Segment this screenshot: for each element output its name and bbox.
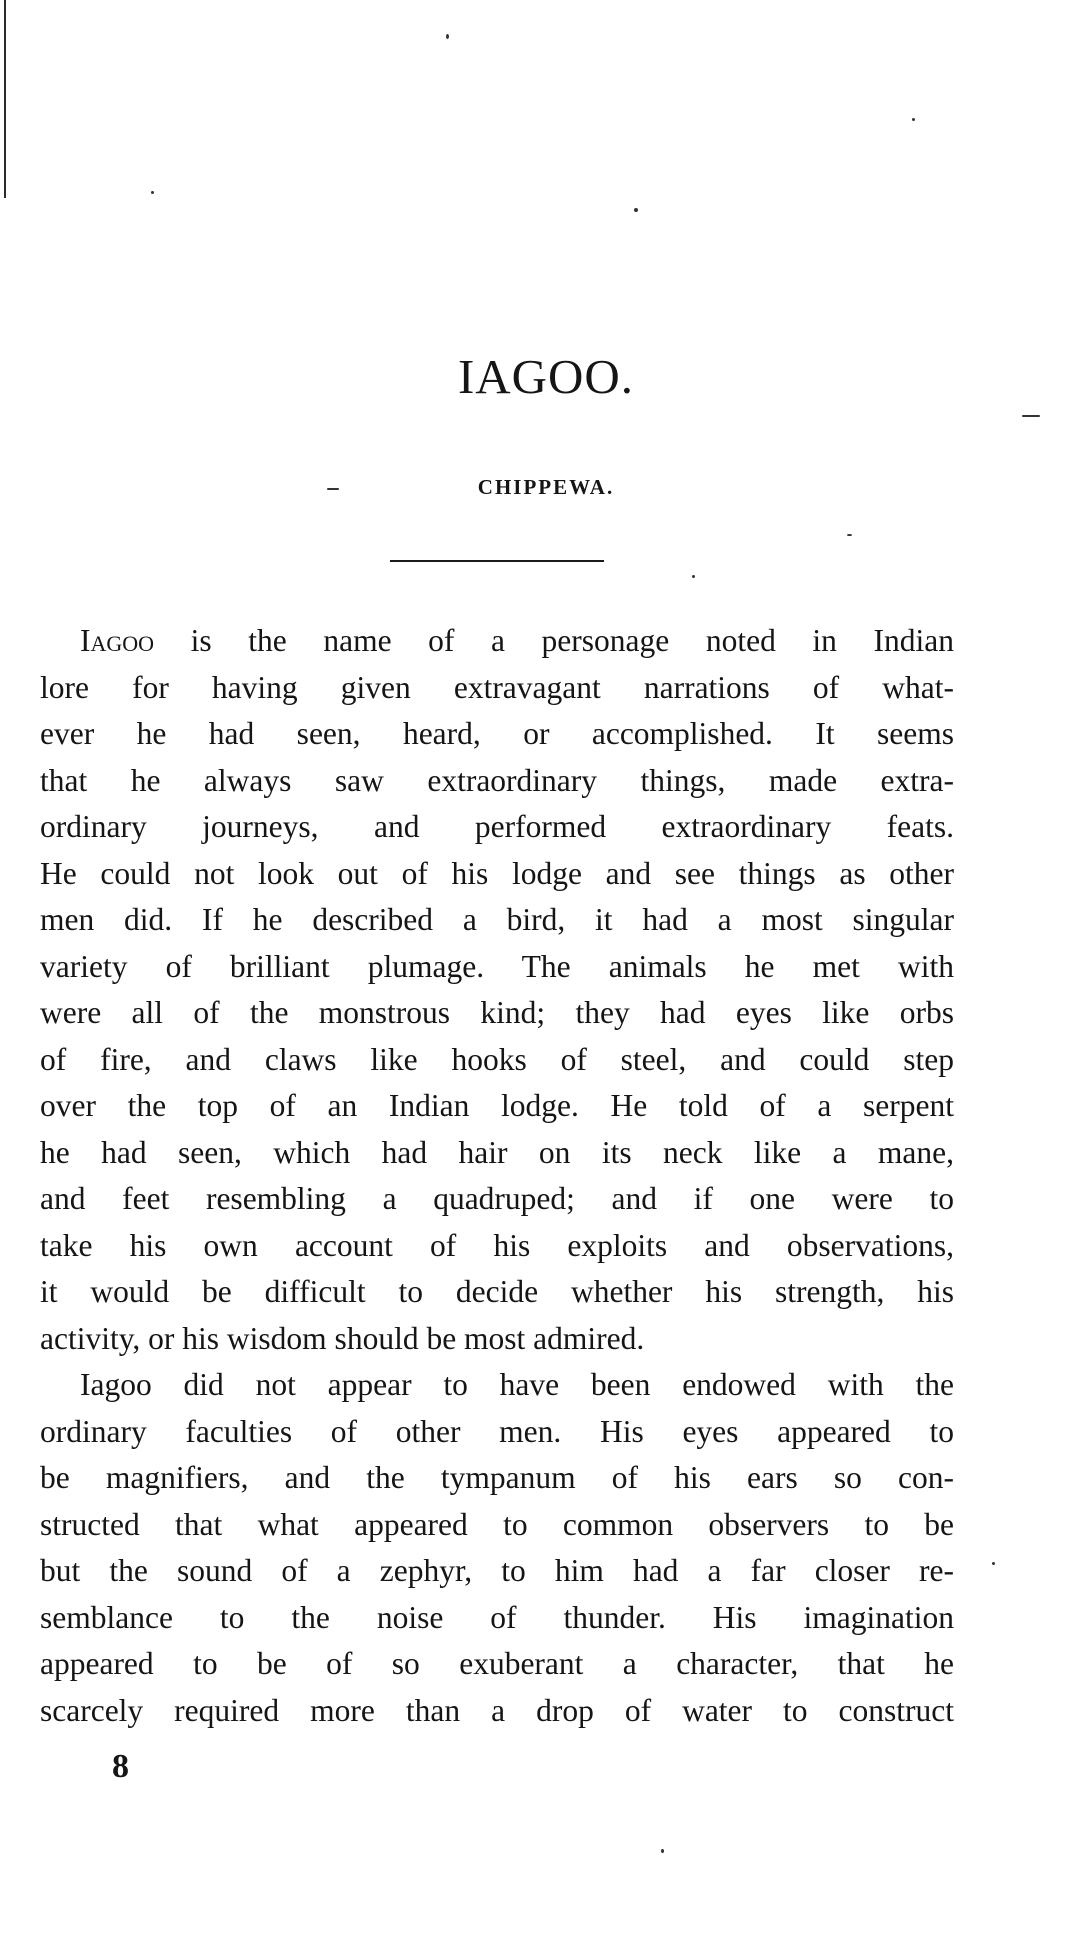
- paragraph: [40, 1362, 954, 1734]
- text-line: Iagoo did not appear to have been endowed with the: [80, 1367, 954, 1402]
- text-line: activity, or his wisdom should be most admired.: [40, 1320, 645, 1356]
- scan-speck: [634, 208, 638, 212]
- text-line: ever he had seen, heard, or accomplished. It seems: [40, 716, 954, 751]
- lead-word: Iagoo: [80, 623, 155, 658]
- scan-speck: [992, 1562, 995, 1565]
- text-line: take his own account of his exploits and observations,: [40, 1227, 954, 1263]
- scan-speck: [847, 534, 852, 536]
- text-line: semblance to the noise of thunder. His imagination: [40, 1599, 954, 1635]
- text-line: variety of brilliant plumage. The animals he met with: [40, 948, 954, 984]
- scan-speck: [912, 118, 915, 121]
- text-line: be magnifiers, and the tympanum of his ears so con-: [40, 1460, 954, 1495]
- scan-speck: [446, 34, 449, 39]
- text-line: it would be difficult to decide whether his strength, his: [40, 1274, 954, 1309]
- text-line: of fire, and claws like hooks of steel, and could step: [40, 1041, 954, 1077]
- text-line: he had seen, which had hair on its neck like a mane,: [40, 1134, 954, 1170]
- text-line: He could not look out of his lodge and see things as other: [40, 855, 954, 891]
- scan-speck: [692, 575, 695, 578]
- text-line: structed that what appeared to common observers to be: [40, 1506, 954, 1542]
- scan-speck: [661, 1849, 664, 1853]
- scan-speck: [151, 191, 154, 194]
- text-line: Iagoo is the name of a personage noted in Indian: [80, 623, 954, 658]
- scan-edge-mark: [4, 0, 6, 198]
- text-line: but the sound of a zephyr, to him had a far closer re-: [40, 1553, 954, 1588]
- page-number: 8: [112, 1748, 129, 1785]
- text-line: over the top of an Indian lodge. He told of a serpent: [40, 1088, 954, 1123]
- paragraph: [40, 618, 954, 1362]
- text-line: were all of the monstrous kind; they had eyes like orbs: [40, 995, 954, 1030]
- body-text: [40, 618, 954, 1734]
- text-line: scarcely required more than a drop of water to construct: [40, 1692, 954, 1728]
- scan-speck: [1022, 415, 1040, 417]
- title-rule: [390, 560, 604, 562]
- text-line: men did. If he described a bird, it had a most singular: [40, 902, 954, 937]
- text-line: and feet resembling a quadruped; and if one were to: [40, 1181, 954, 1216]
- page-subtitle: CHIPPEWA.: [477, 475, 615, 499]
- text-line: ordinary faculties of other men. His eyes appeared to: [40, 1413, 954, 1449]
- text-line: appeared to be of so exuberant a character, that he: [40, 1646, 954, 1681]
- text-line: that he always saw extraordinary things, made extra-: [40, 762, 954, 798]
- page-title: IAGOO.: [457, 349, 635, 404]
- text-line: ordinary journeys, and performed extraordinary feats.: [40, 809, 954, 844]
- text-line: lore for having given extravagant narrations of what-: [40, 669, 954, 705]
